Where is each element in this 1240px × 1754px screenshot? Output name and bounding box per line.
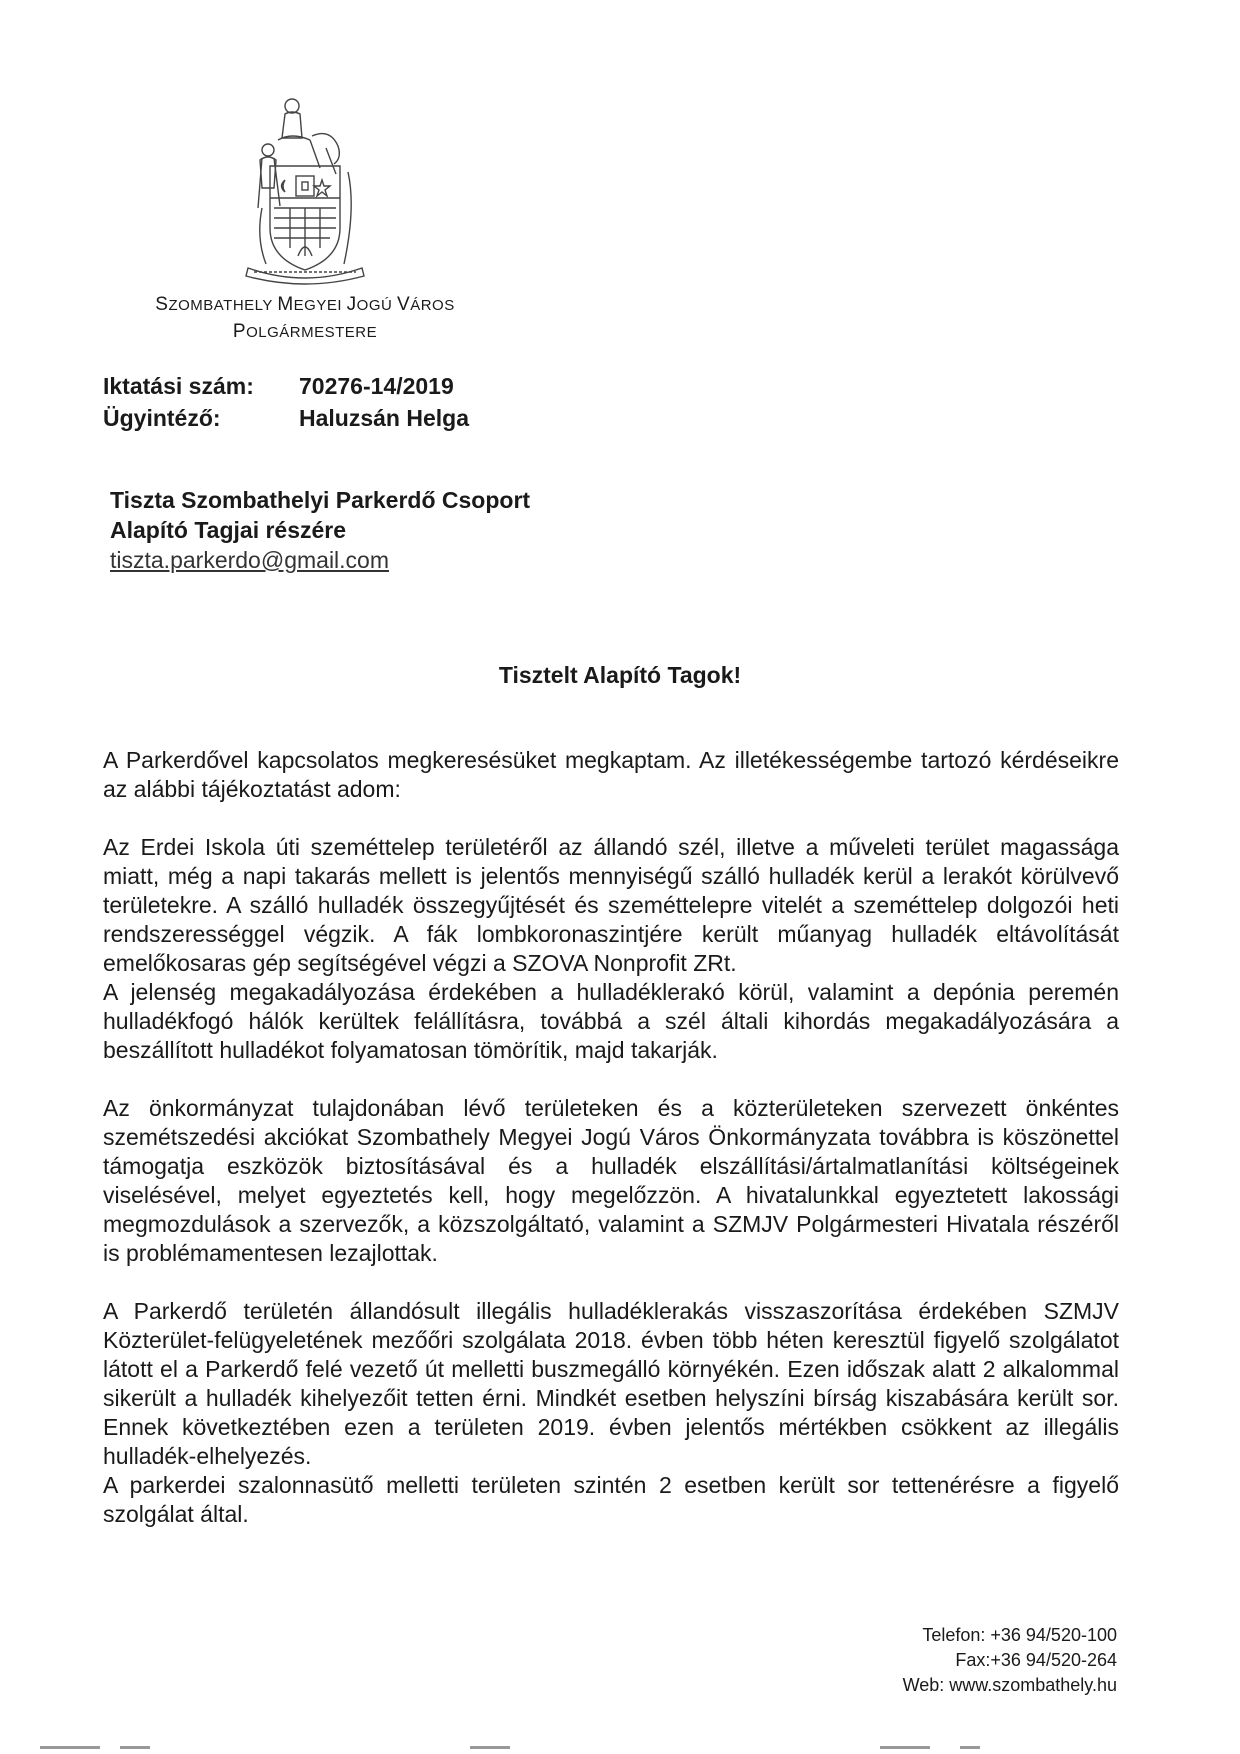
reference-number-value: 70276-14/2019 [299, 373, 454, 399]
salutation: Tisztelt Alapító Tagok! [498, 662, 742, 688]
body-paragraph: A jelenség megakadályozása érdekében a hulladéklerakó körül, valamint a depónia peremén hulladékfogó hálók kerültek felállításra, továbbá a szél általi kihordás megakadályozására a beszállított hulladékot folyamatosan tömörítik, majd takarják. [103, 979, 1119, 1063]
issuer-text-part: OLGÁRMESTERE [246, 324, 378, 341]
body-paragraph: A Parkerdő területén állandósult illegális hulladéklerakás visszaszorítása érdekében SZMJV Közterület-felügyeletének mezőőri szolgálata 2018. évben több héten keresztül figyelő szolgálatot látott el a Parkerdő felé vezető út melletti buszmegálló környékén. Ezen időszak alatt 2 alkalommal sikerült a hulladék kihelyezőit tetten érni. Mindkét esetben helyszíni bírság kiszabására került sor. Ennek következtében ezen a területen 2019. évben jelentős mértékben csökkent az illegális hulladék-elhelyezés. [103, 1298, 1119, 1469]
issuer-text-part: S [155, 294, 169, 315]
case-officer-value: Haluzsán Helga [299, 405, 469, 431]
addressee-line-1: Tiszta Szombathelyi Parkerdő Csoport [110, 487, 531, 513]
issuer-block [60, 292, 550, 346]
addressee-line-2: Alapító Tagjai részére [110, 517, 347, 543]
body-paragraph: A parkerdei szalonnasütő melletti területen szintén 2 esetben került sor tettenérésre a figyelő szolgálat által. [103, 1472, 1119, 1527]
issuer-text-part: ZOMBATHELY [168, 297, 278, 314]
addressee-email-link[interactable]: tiszta.parkerdo@gmail.com [110, 547, 389, 573]
issuer-text-part: V [397, 294, 411, 315]
reference-block [103, 370, 469, 434]
contact-web-link[interactable]: Web: www.szombathely.hu [902, 1675, 1117, 1695]
case-officer-label: Ügyintéző: [103, 405, 221, 431]
reference-number-row [103, 370, 469, 402]
issuer-line-2 [60, 319, 550, 346]
body-paragraph: Az önkormányzat tulajdonában lévő területeken és a közterületeken szervezett önkéntes szemétszedési akciókat Szombathely Megyei Jogú Város Önkormányzata továbbra is köszönettel támogatja eszközök biztosításával és a hulladék elszállítási/ártalmatlanítási költségeinek viselésével, melyet egyeztetés kell, hogy megelőzzön. A hivatalunkkal egyeztetett lakossági megmozdulások a szervezők, a közszolgáltató, valamint a SZMJV Polgármesteri Hivatala részéről is problémamentesen lezajlottak. [103, 1095, 1119, 1266]
case-officer-row [103, 402, 469, 434]
contact-fax: Fax:+36 94/520-264 [955, 1650, 1117, 1670]
issuer-text-part: ÁROS [410, 297, 455, 314]
reference-number-label: Iktatási szám: [103, 373, 254, 399]
issuer-text-part: J [346, 294, 357, 315]
addressee-block [110, 485, 530, 575]
issuer-text-part: EGYEI [293, 297, 347, 314]
contact-phone: Telefon: +36 94/520-100 [922, 1625, 1117, 1645]
letter-body [103, 746, 1119, 1529]
issuer-text-part: M [277, 294, 294, 315]
issuer-line-1 [60, 292, 550, 319]
issuer-text-part: P [232, 321, 247, 342]
body-paragraph: Az Erdei Iskola úti szeméttelep területéről az állandó szél, illetve a műveleti terület magassága miatt, még a napi takarás mellett is jelentős mennyiségű szálló hulladék kerül a lerakót körülvevő területekre. A szálló hulladék összegyűjtését és szeméttelepre vitelét a szeméttelep dolgozói heti rendszerességgel végzik. A fák lombkoronaszintjére került műanyag hulladék eltávolítását emelőkosaras gép segítségével végzi a SZOVA Nonprofit ZRt. [103, 834, 1119, 976]
city-coat-of-arms-icon [230, 88, 380, 288]
issuer-text-part: OGÚ [356, 297, 398, 314]
scan-edge-marks [0, 1738, 1240, 1754]
body-paragraph: A Parkerdővel kapcsolatos megkeresésüket megkaptam. Az illetékességembe tartozó kérdéseikre az alábbi tájékoztatást adom: [103, 747, 1119, 802]
contact-block [903, 1623, 1117, 1698]
